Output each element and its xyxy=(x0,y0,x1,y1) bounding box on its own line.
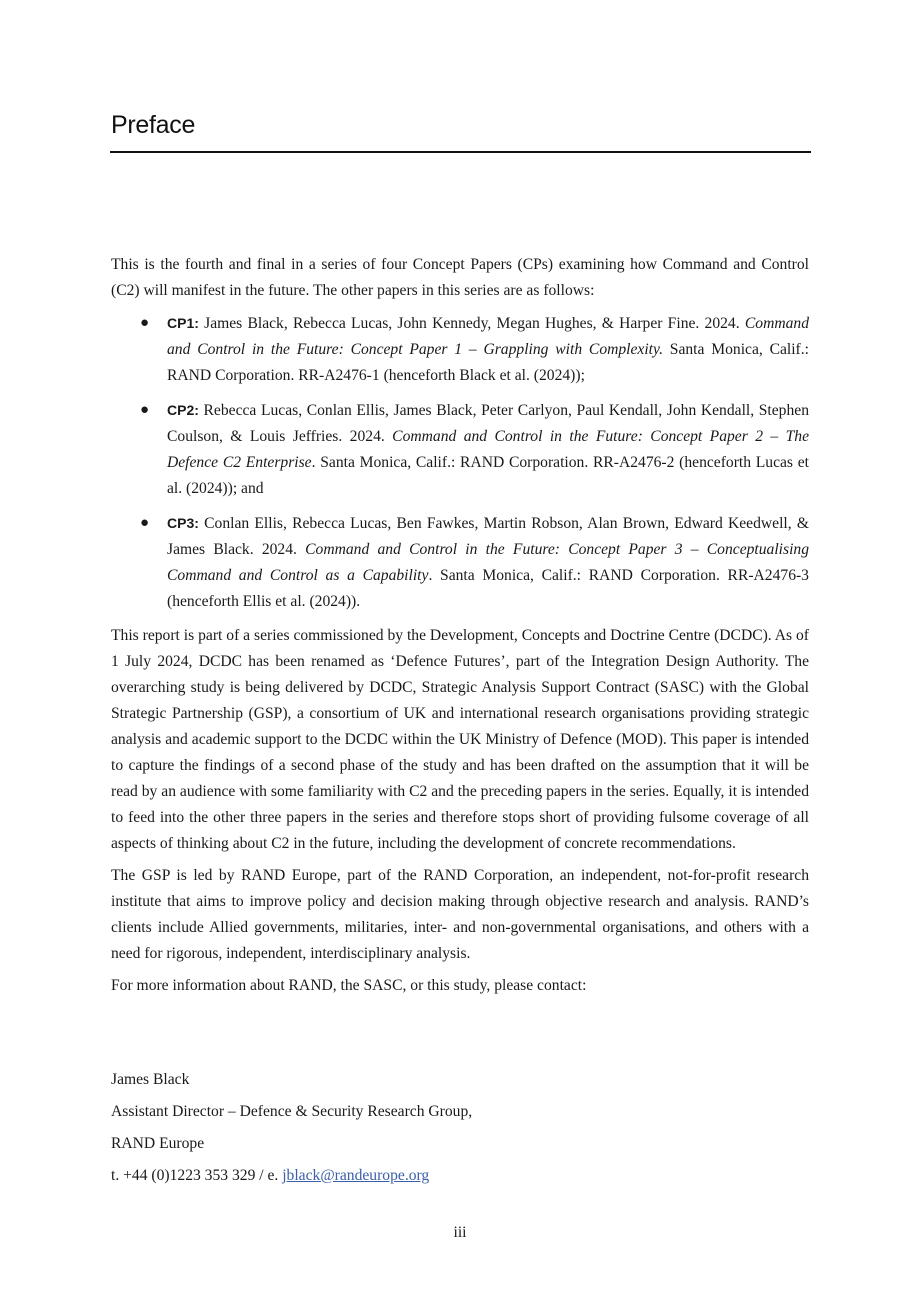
page-number: iii xyxy=(453,1224,467,1241)
email-link[interactable]: jblack@randeurope.org xyxy=(282,1167,430,1184)
paper-label: CP3: xyxy=(167,515,199,531)
paper-details: . Santa Monica, Calif.: RAND Corporation. RR-A2476-2 (henceforth Lucas et al. (2024)); and xyxy=(167,454,809,497)
paper-title: Command and Control in the Future: Concept Paper 1 – Grappling with Complexity. xyxy=(167,315,809,358)
paper-details: . Santa Monica, Calif.: RAND Corporation. RR-A2476-3 (henceforth Ellis et al. (2024)). xyxy=(167,567,809,610)
bullet-icon: ● xyxy=(140,515,150,531)
list-item xyxy=(111,397,809,502)
title-rule xyxy=(110,151,811,153)
intro-paragraph: This is the fourth and final in a series of four Concept Papers (CPs) examining how Command and Control (C2) will manifest in the future. The other papers in this series are as follows: xyxy=(111,256,809,299)
paper-label: CP1: xyxy=(167,315,199,331)
series-paragraph: This report is part of a series commissioned by the Development, Concepts and Doctrine Centre (DCDC). As of 1 July 2024, DCDC has been renamed as ‘Defence Futures’, part of the Integration Design Authority. The overarching study is being delivered by DCDC, Strategic Analysis Support Contract (SASC) with the Global Strategic Partnership (GSP), a consortium of UK and international research organisations providing strategic analysis and academic support to the DCDC within the UK Ministry of Defence (MOD). This paper is intended to capture the findings of a second phase of the study and has been drafted on the assumption that it will be read by an audience with some familiarity with C2 and the preceding papers in the series. Equally, it is intended to feed into the other three papers in the series and therefore stops short of providing fulsome coverage of all aspects of thinking about C2 in the future, including the development of concrete recommendations. xyxy=(111,627,809,852)
list-item xyxy=(111,510,809,615)
contact-phone: t. +44 (0)1223 353 329 / e. xyxy=(111,1167,283,1184)
gsp-paragraph: The GSP is led by RAND Europe, part of the RAND Corporation, an independent, not-for-profit research institute that aims to improve policy and decision making through objective research and analysis. RAND’s clients include Allied governments, militaries, inter- and non-governmental organisations, and others with a need for rigorous, independent, interdisciplinary analysis. xyxy=(111,867,809,962)
paper-label: CP2: xyxy=(167,402,199,418)
contact-line xyxy=(111,1163,809,1195)
contact-org: RAND Europe xyxy=(111,1135,205,1152)
list-item xyxy=(111,310,809,389)
contact-block xyxy=(111,1067,809,1195)
concept-paper-list xyxy=(111,310,809,615)
contact-role: Assistant Director – Defence & Security Research Group, xyxy=(111,1103,473,1120)
preface-body xyxy=(111,252,809,1005)
paper-title: Command and Control in the Future: Concept Paper 3 – Conceptualising Command and Control as a Capability xyxy=(167,541,809,584)
paper-details: Santa Monica, Calif.: RAND Corporation. RR-A2476-1 (henceforth Black et al. (2024)); xyxy=(167,341,809,384)
bullet-icon: ● xyxy=(140,402,150,418)
page-title: Preface xyxy=(111,111,196,139)
paper-authors: Conlan Ellis, Rebecca Lucas, Ben Fawkes, Martin Robson, Alan Brown, Edward Keedwell, & James Black. 2024. xyxy=(167,515,809,558)
paper-title: Command and Control in the Future: Concept Paper 2 – The Defence C2 Enterprise xyxy=(167,428,809,471)
paper-authors: Rebecca Lucas, Conlan Ellis, James Black, Peter Carlyon, Paul Kendall, John Kendall, Stephen Coulson, & Louis Jeffries. 2024. xyxy=(167,402,809,445)
contact-name: James Black xyxy=(111,1071,190,1088)
contact-intro-paragraph: For more information about RAND, the SASC, or this study, please contact: xyxy=(111,977,587,994)
bullet-icon: ● xyxy=(140,315,150,331)
paper-authors: James Black, Rebecca Lucas, John Kennedy, Megan Hughes, & Harper Fine. 2024. xyxy=(198,315,745,332)
